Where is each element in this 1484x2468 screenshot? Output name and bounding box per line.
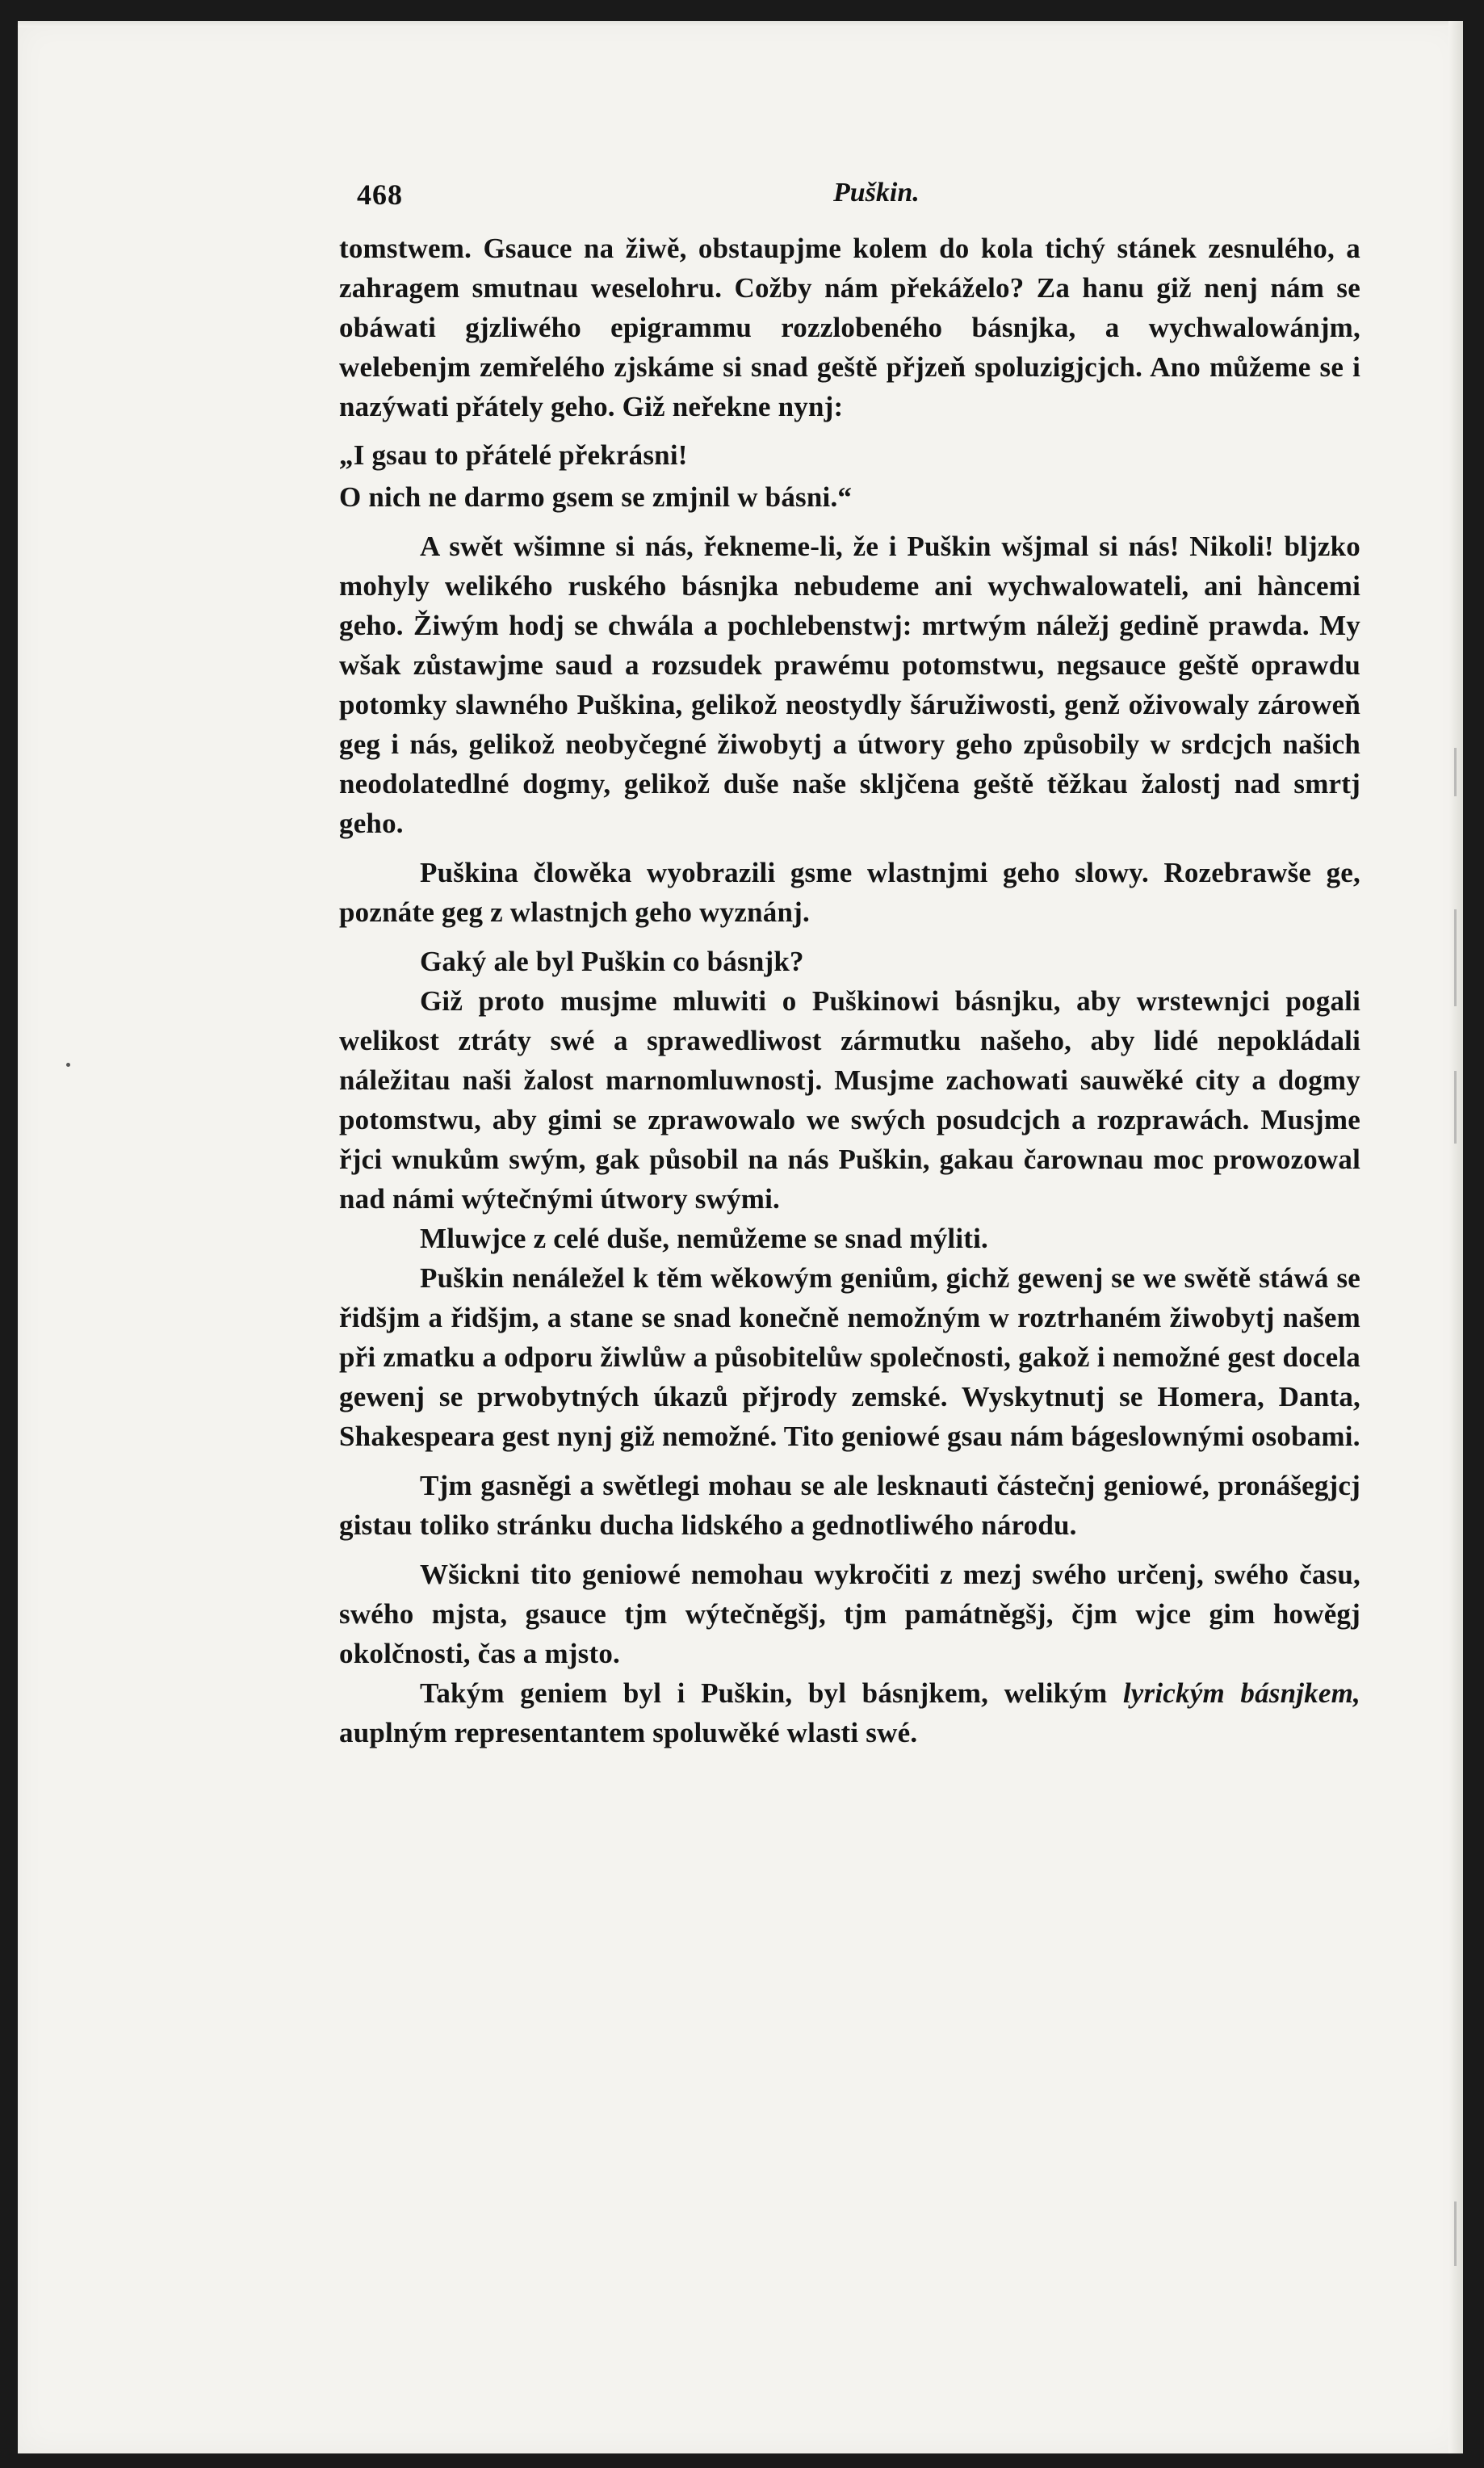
paragraph-last <box>339 1673 1360 1752</box>
paragraph: Giž proto musjme mluwiti o Puškinowi básnjku, aby wrstewnjci pogali welikost ztráty swé a sprawedliwost zármutku našeho, aby lidé nepokládali náležitau naši žalost marnomluwnostj. Musjme zachowati sauwěké city a dogmy potomstwu, aby gimi se zprawowalo we swých posudcjch a rozprawách. Musjme řjci wnukům swým, gak působil na nás Puškin, gakau čarownau moc prowozowal nad námi wýtečnými útwory swými. <box>339 985 1360 1215</box>
verse-line: „I gsau to přátelé překrásni! <box>339 439 688 471</box>
page-body <box>339 229 1360 1752</box>
paragraph: Puškin nenáležel k těm wěkowým geniům, gichž gewenj se we swětě stáwá se řidšjm a řidšjm, a stane se snad konečně nemožným w roztrhaném žiwobytj našem při zmatku a odporu žiwlůw a působitelůw společnosti, gakož i nemožné gest docela gewenj se prwobytných úkazů přjrody zemské. Wyskytnutj se Homera, Danta, Shakespeara gest nynj giž nemožné. Tito geniowé gsau nám bágeslownými osobami. <box>339 1262 1360 1452</box>
paragraph: Puškina člowěka wyobrazili gsme wlastnjmi geho slowy. Rozebrawše ge, poznáte geg z wlastnjch geho wyznánj. <box>339 857 1360 928</box>
paragraph: Gaký ale byl Puškin co básnjk? <box>420 946 804 977</box>
text-run: auplným representantem spoluwěké wlasti swé. <box>339 1717 918 1748</box>
scan-artifact <box>1454 1071 1457 1144</box>
verse-quote <box>339 434 1360 518</box>
page-right-edge <box>1448 21 1463 2453</box>
page-number: 468 <box>357 178 403 211</box>
paragraph-gap <box>339 1545 1360 1555</box>
scan-artifact <box>1454 909 1457 1006</box>
paragraph-gap <box>339 932 1360 942</box>
scan-speck <box>66 1063 70 1067</box>
running-head: Puškin. <box>833 178 920 208</box>
scan-artifact <box>1454 748 1457 796</box>
paragraph: A swět wšimne si nás, řekneme-li, že i Puškin wšjmal si nás! Nikoli! bljzko mohyly welikého ruského básnjka nebudeme ani wychwalowateli, ani hàncemi geho. Žiwým hodj se chwála a pochlebenstwj: mrtwým náležj gedině prawda. My wšak zůstawjme saud a rozsudek prawému potomstwu, negsauce geště oprawdu potomky slawného Puškina, gelikož neostydly šáružiwosti, genž oživowaly zároweň geg i nás, gelikož neobyčegné žiwobytj a útwory geho způsobily w srdcjch našich neodolatedlné dogmy, gelikož duše naše skljčena geště těžkau žalostj nad smrtj geho. <box>339 531 1360 839</box>
text-run: Takým geniem byl i Puškin, byl básnjkem, welikým <box>420 1677 1123 1709</box>
italic-emphasis: lyrickým básnjkem, <box>1122 1677 1360 1709</box>
paragraph: Wšickni tito geniowé nemohau wykročiti z mezj swého určenj, swého času, swého mjsta, gsauce tjm wýtečněgšj, tjm památněgšj, čjm wjce gim howěgj okolčnosti, čas a mjsto. <box>339 1559 1360 1669</box>
paragraph: Mluwjce z celé duše, nemůžeme se snad mýliti. <box>420 1223 988 1254</box>
paragraph: tomstwem. Gsauce na žiwě, obstaupjme kolem do kola tichý stánek zesnulého, a zahragem smutnau weselohru. Cožby nám překáželo? Za hanu giž nenj nám se obáwati gjzliwého epigrammu rozzlobeného básnjka, a wychwalowánjm, welebenjm zemřelého zjskáme si snad geště přjzeň spoluzigjcjch. Ano můžeme se i nazýwati přátely geho. Giž neřekne nynj: <box>339 233 1360 422</box>
paragraph-gap <box>339 1456 1360 1466</box>
page-top-edge <box>18 21 1463 27</box>
paragraph: Tjm gasněgi a swětlegi mohau se ale lesknauti částečnj geniowé, pronášegjcj gistau toliko stránku ducha lidského a gednotliwého národu. <box>339 1470 1360 1541</box>
page-header <box>357 178 1382 226</box>
paragraph-gap <box>339 843 1360 853</box>
scan-artifact <box>1454 2201 1457 2266</box>
verse-line: O nich ne darmo gsem se zmjnil w básni.“ <box>339 481 853 513</box>
